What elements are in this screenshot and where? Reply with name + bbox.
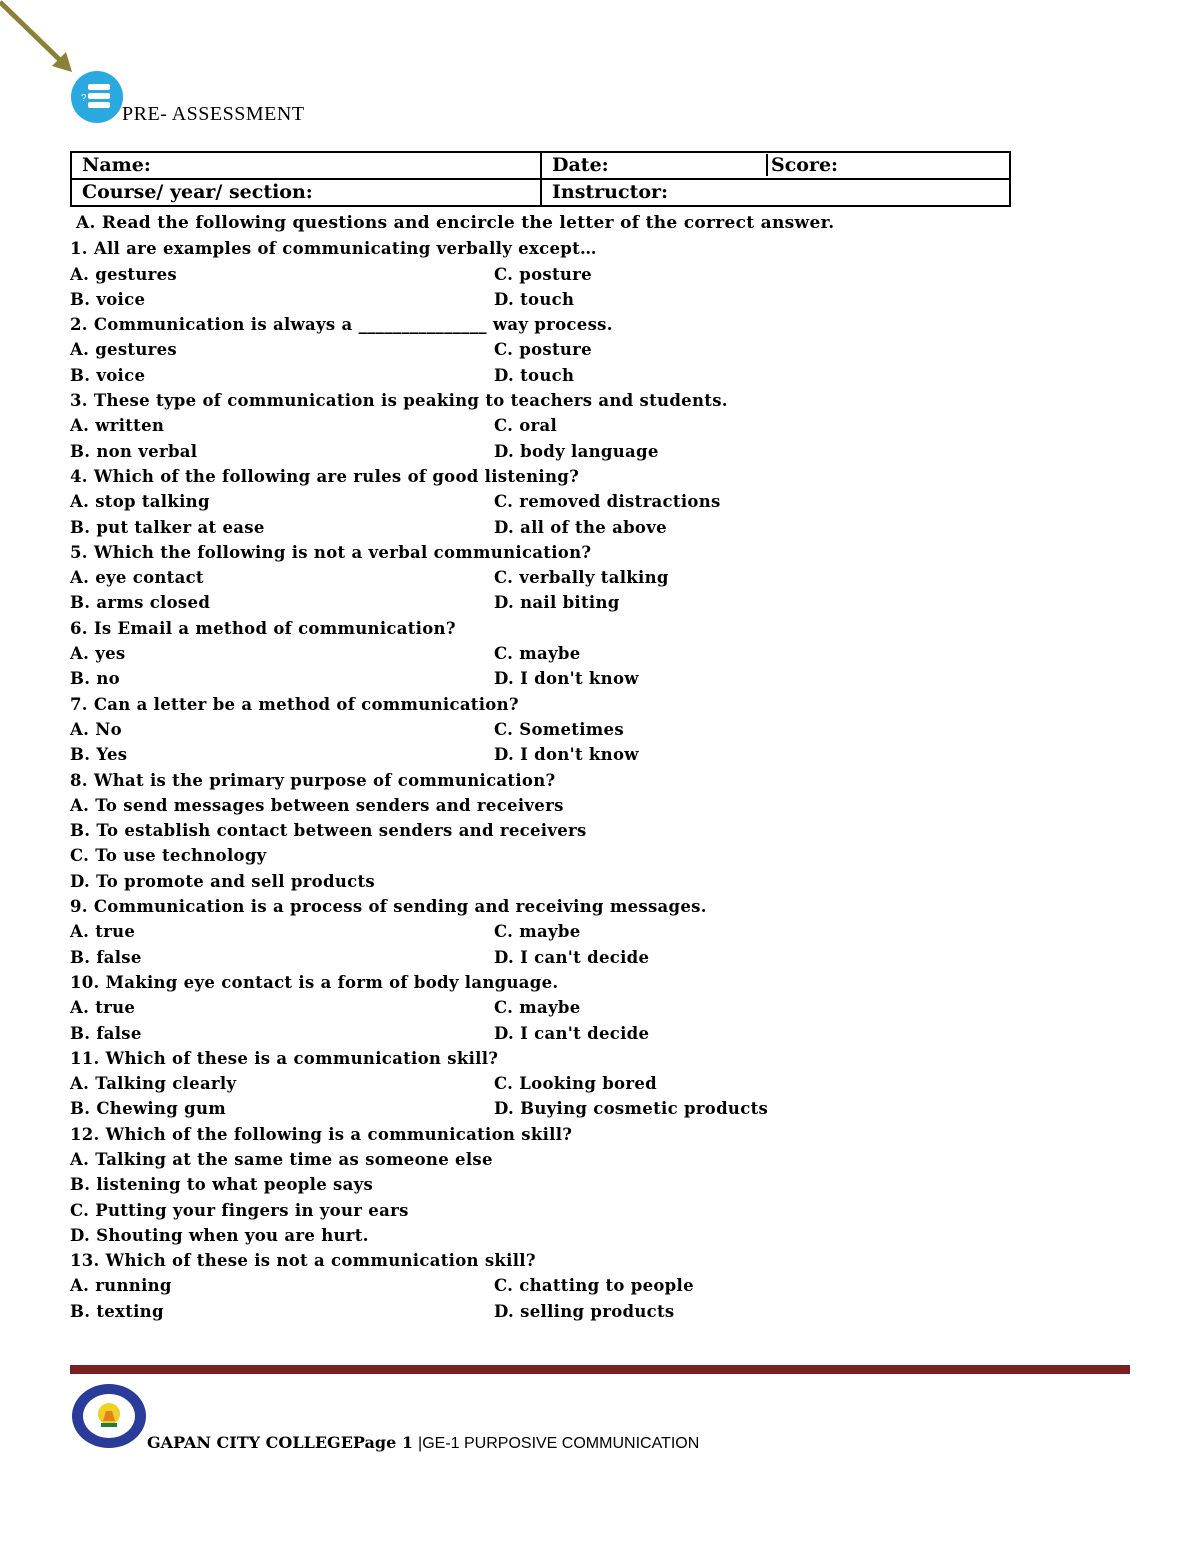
answer-option[interactable]: B. voice	[70, 289, 146, 309]
date-score-cell	[541, 152, 1010, 179]
instructor-field[interactable]: Instructor:	[541, 179, 1010, 206]
question-text: 5. Which the following is not a verbal communication?	[70, 542, 592, 562]
score-field[interactable]: Score:	[766, 154, 838, 176]
question-text: 11. Which of these is a communication skill?	[70, 1048, 499, 1068]
answer-option[interactable]: C. posture	[494, 340, 592, 360]
question-text: 10. Making eye contact is a form of body language.	[70, 972, 559, 992]
answer-option[interactable]: B. false	[70, 947, 142, 967]
answer-row	[70, 413, 1070, 438]
answer-option[interactable]: B. To establish contact between senders and receivers	[70, 821, 587, 841]
course-field[interactable]: Course/ year/ section:	[71, 179, 541, 206]
answer-option[interactable]: B. no	[70, 669, 120, 689]
svg-text:?: ?	[81, 93, 87, 104]
question-text: 1. All are examples of communicating verbally except…	[70, 239, 597, 259]
page-title: PRE- ASSESSMENT	[122, 103, 305, 125]
question-text: 12. Which of the following is a communication skill?	[70, 1124, 573, 1144]
answer-row	[70, 1021, 1070, 1046]
answer-option[interactable]: D. I can't decide	[494, 1023, 650, 1043]
arrow-pointer-icon	[0, 0, 80, 80]
answer-row	[70, 1096, 1070, 1121]
answer-option[interactable]: B. false	[70, 1023, 142, 1043]
answer-row	[70, 742, 1070, 767]
answer-row	[70, 515, 1070, 540]
questions-section	[70, 211, 1070, 1324]
answer-option[interactable]: D. To promote and sell products	[70, 871, 375, 891]
answer-option[interactable]: D. I don't know	[494, 669, 639, 689]
answer-row	[70, 1071, 1070, 1096]
answer-option[interactable]: B. listening to what people says	[70, 1175, 374, 1195]
footer-separator: |	[418, 1435, 423, 1452]
footer-course: GE-1 PURPOSIVE COMMUNICATION	[422, 1435, 700, 1452]
answer-option[interactable]: D. I don't know	[494, 745, 639, 765]
question-text: 4. Which of the following are rules of good listening?	[70, 466, 580, 486]
answer-row	[70, 363, 1070, 388]
answer-option[interactable]: A. yes	[70, 644, 126, 664]
answer-option[interactable]: A. eye contact	[70, 568, 204, 588]
answer-option[interactable]: A. running	[70, 1276, 172, 1296]
answer-option[interactable]: C. Sometimes	[494, 719, 624, 739]
answer-option[interactable]: C. removed distractions	[494, 492, 721, 512]
answer-option[interactable]: C. Putting your fingers in your ears	[70, 1200, 409, 1220]
answer-row	[70, 489, 1070, 514]
answer-option[interactable]: D. nail biting	[494, 593, 620, 613]
answer-row	[70, 641, 1070, 666]
name-field[interactable]: Name:	[71, 152, 541, 179]
answer-row	[70, 919, 1070, 944]
footer	[147, 1433, 699, 1453]
answer-option[interactable]: B. put talker at ease	[70, 517, 265, 537]
footer-page: Page 1	[352, 1433, 413, 1452]
answer-row	[70, 337, 1070, 362]
answer-option[interactable]: A. Talking clearly	[70, 1074, 237, 1094]
answer-row	[70, 287, 1070, 312]
answer-option[interactable]: D. body language	[494, 441, 659, 461]
question-text: 6. Is Email a method of communication?	[70, 618, 456, 638]
footer-divider	[70, 1365, 1130, 1374]
question-text: 3. These type of communication is peaking to teachers and students.	[70, 391, 728, 411]
answer-option[interactable]: A. Talking at the same time as someone else	[70, 1149, 493, 1169]
answer-option[interactable]: A. true	[70, 998, 136, 1018]
quiz-list-icon	[70, 70, 124, 124]
answer-row	[70, 666, 1070, 691]
question-text: 8. What is the primary purpose of communication?	[70, 770, 556, 790]
answer-option[interactable]: B. voice	[70, 365, 146, 385]
answer-row	[70, 717, 1070, 742]
answer-option[interactable]: B. non verbal	[70, 441, 198, 461]
answer-option[interactable]: D. Buying cosmetic products	[494, 1099, 769, 1119]
answer-option[interactable]: A. written	[70, 416, 165, 436]
answer-row	[70, 590, 1070, 615]
answer-option[interactable]: B. Chewing gum	[70, 1099, 227, 1119]
answer-row	[70, 1273, 1070, 1298]
answer-row	[70, 439, 1070, 464]
answer-option[interactable]: D. touch	[494, 365, 575, 385]
college-seal-logo	[70, 1383, 148, 1449]
instructions: A. Read the following questions and encircle the letter of the correct answer.	[76, 213, 835, 233]
answer-row	[70, 945, 1070, 970]
footer-college: GAPAN CITY COLLEGE	[147, 1433, 353, 1452]
answer-option[interactable]: B. Yes	[70, 745, 128, 765]
student-info-table	[70, 151, 1011, 207]
answer-option[interactable]: C. maybe	[494, 998, 581, 1018]
answer-option[interactable]: D. touch	[494, 289, 575, 309]
question-text: 13. Which of these is not a communication skill?	[70, 1251, 536, 1271]
answer-option[interactable]: C. chatting to people	[494, 1276, 694, 1296]
answer-option[interactable]: A. No	[70, 719, 122, 739]
date-field[interactable]: Date:	[552, 154, 609, 176]
question-text: 2. Communication is always a _______________ way process.	[70, 315, 613, 335]
answer-option[interactable]: B. arms closed	[70, 593, 211, 613]
answer-option[interactable]: C. maybe	[494, 644, 581, 664]
answer-option[interactable]: C. verbally talking	[494, 568, 669, 588]
answer-option[interactable]: C. maybe	[494, 922, 581, 942]
answer-option[interactable]: C. To use technology	[70, 846, 267, 866]
answer-option[interactable]: D. Shouting when you are hurt.	[70, 1225, 369, 1245]
answer-option[interactable]: D. all of the above	[494, 517, 667, 537]
answer-row	[70, 995, 1070, 1020]
answer-row	[70, 1299, 1070, 1324]
answer-option[interactable]: A. true	[70, 922, 136, 942]
answer-option[interactable]: D. I can't decide	[494, 947, 650, 967]
answer-option[interactable]: A. gestures	[70, 264, 178, 284]
answer-row	[70, 262, 1070, 287]
question-text: 7. Can a letter be a method of communication?	[70, 694, 519, 714]
question-text: 9. Communication is a process of sending and receiving messages.	[70, 897, 707, 917]
answer-option[interactable]: C. oral	[494, 416, 558, 436]
answer-option[interactable]: A. To send messages between senders and receivers	[70, 795, 564, 815]
answer-option[interactable]: A. stop talking	[70, 492, 210, 512]
answer-row	[70, 565, 1070, 590]
answer-option[interactable]: D. selling products	[494, 1301, 675, 1321]
answer-option[interactable]: B. texting	[70, 1301, 164, 1321]
answer-option[interactable]: C. posture	[494, 264, 592, 284]
answer-option[interactable]: A. gestures	[70, 340, 178, 360]
answer-option[interactable]: C. Looking bored	[494, 1074, 657, 1094]
question-list	[70, 236, 1070, 1324]
